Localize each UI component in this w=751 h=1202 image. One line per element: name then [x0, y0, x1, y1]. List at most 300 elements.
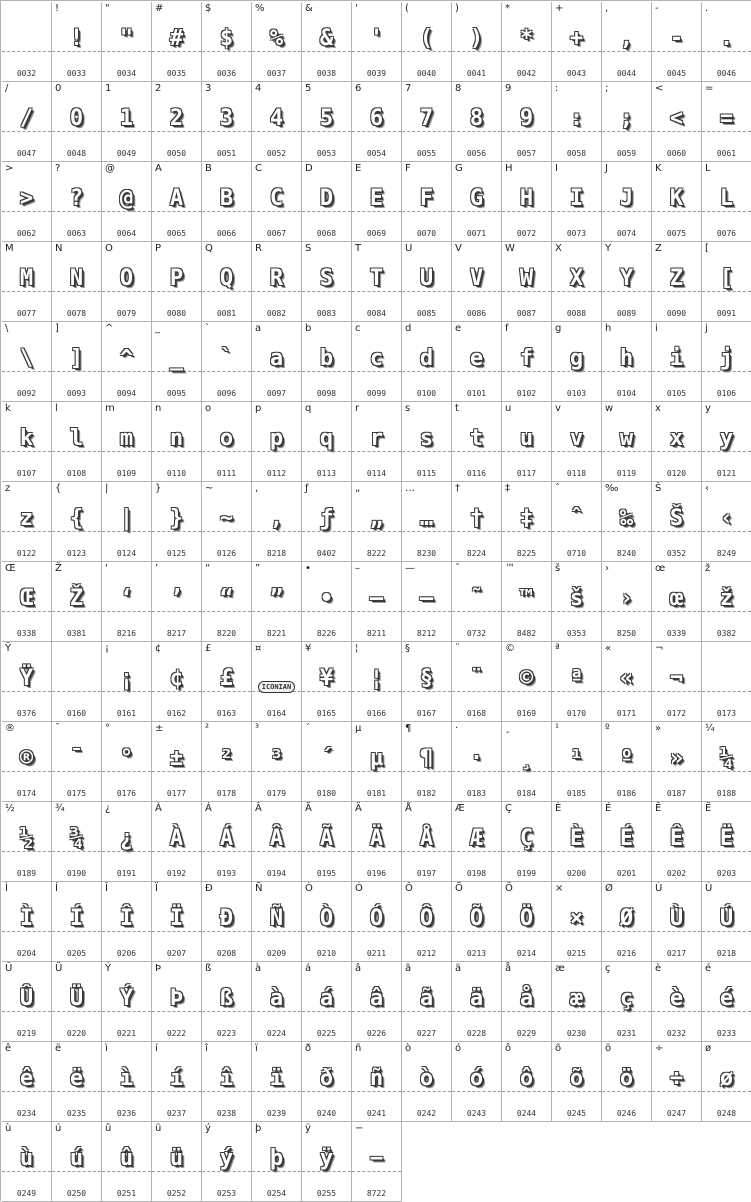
- glyph-cell: [202, 1122, 252, 1202]
- glyph-cell: [652, 242, 702, 322]
- glyph-code-label: 0228: [466, 1029, 487, 1038]
- glyph-code-label: 0105: [666, 389, 687, 398]
- glyph-character-label: è: [655, 963, 662, 974]
- glyph-cell: [502, 2, 552, 82]
- glyph-code-label: 0166: [366, 709, 387, 718]
- glyph-character-label: Ö: [505, 883, 513, 894]
- glyph-code-label: 8225: [516, 549, 537, 558]
- glyph-character-label: Û: [5, 963, 13, 974]
- baseline-guide: [52, 691, 101, 692]
- glyph-character-label: .: [705, 3, 709, 14]
- glyph-cell: [502, 642, 552, 722]
- glyph-preview: ]: [69, 346, 84, 371]
- glyph-cell: [602, 242, 652, 322]
- glyph-character-label: ®: [5, 723, 15, 734]
- glyph-character-label: j: [705, 323, 708, 334]
- glyph-character-label: ‘: [105, 563, 109, 574]
- glyph-code-label: 0164: [266, 709, 287, 718]
- glyph-preview: ™: [519, 586, 534, 611]
- glyph-preview: U: [419, 266, 434, 291]
- glyph-cell: [302, 482, 352, 562]
- glyph-preview: ¡: [119, 666, 134, 691]
- glyph-character-label: „: [355, 483, 361, 494]
- glyph-cell: [602, 322, 652, 402]
- glyph-character-label: ¡: [105, 643, 110, 654]
- glyph-cell: [202, 482, 252, 562]
- glyph-cell: [302, 802, 352, 882]
- glyph-preview: Q: [219, 266, 234, 291]
- glyph-character-label: Ê: [655, 803, 662, 814]
- glyph-preview: \: [19, 346, 34, 371]
- glyph-cell: [102, 322, 152, 402]
- glyph-code-label: 0182: [416, 789, 437, 798]
- glyph-code-label: 8722: [366, 1189, 387, 1198]
- glyph-cell: [452, 2, 502, 82]
- glyph-code-label: 0062: [16, 229, 37, 238]
- glyph-preview: w: [619, 426, 634, 451]
- glyph-preview: ã: [419, 986, 434, 1011]
- glyph-code-label: 0176: [116, 789, 137, 798]
- glyph-character-label: Õ: [455, 883, 463, 894]
- glyph-preview: g: [569, 346, 584, 371]
- glyph-character-label: Ÿ: [5, 643, 12, 654]
- glyph-character-label: ›: [605, 563, 609, 574]
- glyph-preview: ): [469, 26, 484, 51]
- glyph-cell: [202, 642, 252, 722]
- glyph-code-label: 0242: [416, 1109, 437, 1118]
- glyph-character-label: ‡: [505, 483, 510, 494]
- glyph-code-label: 0045: [666, 69, 687, 78]
- glyph-cell: [502, 402, 552, 482]
- glyph-code-label: 0231: [616, 1029, 637, 1038]
- glyph-character-label: Ì: [5, 883, 8, 894]
- glyph-preview: Ú: [719, 906, 734, 931]
- glyph-character-label: z: [5, 483, 11, 494]
- glyph-code-label: 0216: [616, 949, 637, 958]
- glyph-preview: I: [569, 186, 584, 211]
- glyph-cell: [552, 242, 602, 322]
- glyph-code-label: 0178: [216, 789, 237, 798]
- glyph-cell: [302, 82, 352, 162]
- glyph-cell: [152, 2, 202, 82]
- glyph-character-label: Ž: [55, 563, 62, 574]
- glyph-preview: 4: [269, 106, 284, 131]
- glyph-character-label: “: [205, 563, 211, 574]
- glyph-code-label: 0211: [366, 949, 387, 958]
- glyph-preview: s: [419, 426, 434, 451]
- glyph-code-label: 0200: [566, 869, 587, 878]
- glyph-preview: È: [569, 826, 584, 851]
- glyph-cell: [202, 882, 252, 962]
- glyph-code-label: 0243: [466, 1109, 487, 1118]
- glyph-character-label: 5: [305, 83, 312, 94]
- glyph-code-label: 0213: [466, 949, 487, 958]
- glyph-character-label: D: [305, 163, 313, 174]
- glyph-cell: [552, 722, 602, 802]
- glyph-code-label: 0183: [466, 789, 487, 798]
- glyph-character-label: ;: [605, 83, 609, 94]
- glyph-character-label: ²: [205, 723, 210, 734]
- glyph-character-label: }: [155, 483, 162, 494]
- glyph-code-label: 0225: [316, 1029, 337, 1038]
- glyph-cell: [202, 242, 252, 322]
- glyph-cell: [102, 562, 152, 642]
- glyph-character-label: ç: [605, 963, 611, 974]
- glyph-preview: Ø: [619, 906, 634, 931]
- glyph-preview: Š: [669, 506, 684, 531]
- glyph-cell: [102, 2, 152, 82]
- glyph-code-label: 0064: [116, 229, 137, 238]
- glyph-code-label: 0248: [716, 1109, 737, 1118]
- glyph-code-label: 0184: [516, 789, 537, 798]
- glyph-code-label: 0101: [466, 389, 487, 398]
- glyph-preview: –: [369, 586, 384, 611]
- glyph-code-label: 0234: [16, 1109, 37, 1118]
- glyph-code-label: 0049: [116, 149, 137, 158]
- glyph-preview: Ä: [369, 826, 384, 851]
- glyph-character-label: w: [605, 403, 614, 414]
- glyph-code-label: 0115: [416, 469, 437, 478]
- glyph-preview: î: [219, 1066, 234, 1091]
- glyph-preview: Ñ: [269, 906, 284, 931]
- glyph-cell: [302, 962, 352, 1042]
- glyph-character-label: ): [455, 3, 459, 14]
- glyph-character-label: r: [355, 403, 360, 414]
- glyph-character-label: Q: [205, 243, 213, 254]
- glyph-cell: [202, 82, 252, 162]
- glyph-preview: h: [619, 346, 634, 371]
- glyph-code-label: 0069: [366, 229, 387, 238]
- glyph-character-label: G: [455, 163, 463, 174]
- glyph-cell: [302, 722, 352, 802]
- glyph-character-label: ¹: [555, 723, 560, 734]
- glyph-cell: [602, 882, 652, 962]
- glyph-cell: [252, 82, 302, 162]
- glyph-code-label: 0090: [666, 309, 687, 318]
- glyph-character-label: ¨: [455, 643, 460, 654]
- glyph-code-label: 0078: [66, 309, 87, 318]
- glyph-preview: j: [719, 346, 734, 371]
- glyph-cell: [52, 642, 102, 722]
- glyph-code-label: 0047: [16, 149, 37, 158]
- glyph-code-label: 0250: [66, 1189, 87, 1198]
- glyph-cell: [102, 1042, 152, 1122]
- glyph-code-label: 0338: [16, 629, 37, 638]
- glyph-cell: [2, 882, 52, 962]
- glyph-cell: [302, 642, 352, 722]
- glyph-character-label: N: [55, 243, 63, 254]
- glyph-code-label: 0081: [216, 309, 237, 318]
- glyph-cell: [102, 482, 152, 562]
- glyph-code-label: 8221: [266, 629, 287, 638]
- glyph-code-label: 0201: [616, 869, 637, 878]
- glyph-preview: š: [569, 586, 584, 611]
- glyph-cell: [252, 402, 302, 482]
- glyph-code-label: 0193: [216, 869, 237, 878]
- glyph-preview: ›: [619, 586, 634, 611]
- glyph-cell: [352, 162, 402, 242]
- glyph-code-label: 0177: [166, 789, 187, 798]
- glyph-preview: 0: [69, 106, 84, 131]
- glyph-character-label: ©: [505, 643, 515, 654]
- glyph-cell: [402, 242, 452, 322]
- glyph-character-label: î: [205, 1043, 208, 1054]
- glyph-code-label: 0218: [716, 949, 737, 958]
- glyph-cell: [702, 162, 751, 242]
- glyph-character-label: Š: [655, 483, 662, 494]
- glyph-cell: [302, 402, 352, 482]
- glyph-code-label: 8216: [116, 629, 137, 638]
- glyph-code-label: 0192: [166, 869, 187, 878]
- glyph-character-label: \: [5, 323, 9, 334]
- glyph-preview: Ð: [219, 906, 234, 931]
- glyph-cell: [2, 802, 52, 882]
- glyph-code-label: 0185: [566, 789, 587, 798]
- glyph-code-label: 0056: [466, 149, 487, 158]
- glyph-character-label: Ü: [55, 963, 63, 974]
- glyph-code-label: 0162: [166, 709, 187, 718]
- glyph-character-label: x: [655, 403, 661, 414]
- glyph-preview: ‹: [719, 506, 734, 531]
- glyph-code-label: 8217: [166, 629, 187, 638]
- glyph-cell: [602, 2, 652, 82]
- glyph-character-label: ù: [5, 1123, 12, 1134]
- glyph-preview: µ: [369, 746, 384, 771]
- glyph-code-label: 0214: [516, 949, 537, 958]
- glyph-code-label: 0086: [466, 309, 487, 318]
- glyph-code-label: 0108: [66, 469, 87, 478]
- glyph-preview: C: [269, 186, 284, 211]
- glyph-preview: e: [469, 346, 484, 371]
- glyph-cell: [202, 322, 252, 402]
- glyph-code-label: 0402: [316, 549, 337, 558]
- glyph-character-label: #: [155, 3, 164, 14]
- glyph-cell: [302, 882, 352, 962]
- glyph-cell: [452, 482, 502, 562]
- glyph-cell: [652, 1042, 702, 1122]
- glyph-cell: [502, 242, 552, 322]
- glyph-preview: ü: [169, 1146, 184, 1171]
- glyph-character-label: X: [555, 243, 562, 254]
- glyph-character-label: 1: [105, 83, 112, 94]
- glyph-preview: .: [719, 26, 734, 51]
- glyph-preview: `: [219, 346, 234, 371]
- glyph-code-label: 0063: [66, 229, 87, 238]
- glyph-code-label: 0121: [716, 469, 737, 478]
- glyph-character-label: –: [355, 563, 360, 574]
- glyph-preview: Ê: [669, 826, 684, 851]
- glyph-cell: [52, 402, 102, 482]
- glyph-preview: …: [419, 506, 434, 531]
- glyph-code-label: 0035: [166, 69, 187, 78]
- glyph-character-label: U: [405, 243, 413, 254]
- glyph-code-label: 0168: [466, 709, 487, 718]
- glyph-code-label: 0079: [116, 309, 137, 318]
- glyph-cell: [2, 82, 52, 162]
- glyph-preview: Ï: [169, 906, 184, 931]
- glyph-cell: [502, 1042, 552, 1122]
- glyph-preview: »: [669, 746, 684, 771]
- glyph-character-label: q: [305, 403, 312, 414]
- glyph-character-label: þ: [255, 1123, 262, 1134]
- glyph-cell: [552, 802, 602, 882]
- glyph-preview: Œ: [19, 586, 34, 611]
- glyph-code-label: 0042: [516, 69, 537, 78]
- glyph-character-label: õ: [555, 1043, 562, 1054]
- glyph-code-label: 0194: [266, 869, 287, 878]
- glyph-code-label: 0122: [16, 549, 37, 558]
- glyph-character-label: *: [505, 3, 510, 14]
- glyph-preview: W: [519, 266, 534, 291]
- glyph-character-label: ä: [455, 963, 462, 974]
- glyph-character-label: Ø: [605, 883, 613, 894]
- glyph-preview: ¬: [669, 666, 684, 691]
- glyph-cell: [602, 482, 652, 562]
- glyph-character-label: Ú: [705, 883, 713, 894]
- glyph-cell: [2, 242, 52, 322]
- glyph-preview: æ: [569, 986, 584, 1011]
- glyph-code-label: 0240: [316, 1109, 337, 1118]
- glyph-preview: X: [569, 266, 584, 291]
- glyph-code-label: 0171: [616, 709, 637, 718]
- glyph-code-label: 0252: [166, 1189, 187, 1198]
- glyph-preview: Ã: [319, 826, 334, 851]
- glyph-preview: Ü: [69, 986, 84, 1011]
- glyph-character-label: Ù: [655, 883, 663, 894]
- glyph-preview: #: [169, 26, 184, 51]
- glyph-character-label: ': [355, 3, 358, 14]
- glyph-character-label: ñ: [355, 1043, 362, 1054]
- glyph-code-label: 8226: [316, 629, 337, 638]
- glyph-preview: }: [169, 506, 184, 531]
- glyph-preview: ‘: [119, 586, 134, 611]
- glyph-character-label: û: [105, 1123, 112, 1134]
- glyph-preview: A: [169, 186, 184, 211]
- glyph-character-label: «: [605, 643, 612, 654]
- glyph-code-label: 0054: [366, 149, 387, 158]
- glyph-code-label: 0094: [116, 389, 137, 398]
- glyph-preview: ½: [19, 826, 34, 851]
- glyph-cell: [202, 402, 252, 482]
- glyph-code-label: 0236: [116, 1109, 137, 1118]
- glyph-cell: [252, 1042, 302, 1122]
- glyph-character-label: /: [5, 83, 9, 94]
- glyph-cell: [252, 482, 302, 562]
- glyph-preview: ÿ: [319, 1146, 334, 1171]
- glyph-character-label: f: [505, 323, 509, 334]
- glyph-character-label: e: [455, 323, 462, 334]
- glyph-code-label: 0082: [266, 309, 287, 318]
- glyph-cell: [352, 82, 402, 162]
- glyph-cell: [2, 962, 52, 1042]
- glyph-code-label: 0113: [316, 469, 337, 478]
- glyph-code-label: 0102: [516, 389, 537, 398]
- glyph-character-label: p: [255, 403, 262, 414]
- glyph-preview: u: [519, 426, 534, 451]
- glyph-character-label: ‹: [705, 483, 709, 494]
- glyph-character-label: ½: [5, 803, 15, 814]
- glyph-code-label: 0174: [16, 789, 37, 798]
- glyph-character-label: P: [155, 243, 162, 254]
- glyph-cell: [452, 802, 502, 882]
- glyph-character-label: Å: [405, 803, 412, 814]
- glyph-preview: E: [369, 186, 384, 211]
- glyph-character-label: ž: [705, 563, 711, 574]
- glyph-code-label: 0080: [166, 309, 187, 318]
- glyph-cell: [652, 962, 702, 1042]
- glyph-cell: [152, 962, 202, 1042]
- glyph-character-label: ¾: [55, 803, 65, 814]
- glyph-code-label: 0172: [666, 709, 687, 718]
- glyph-character-label: t: [455, 403, 459, 414]
- glyph-preview: é: [719, 986, 734, 1011]
- glyph-cell: [352, 962, 402, 1042]
- glyph-preview: •: [319, 586, 334, 611]
- glyph-cell: [452, 242, 502, 322]
- glyph-code-label: 0229: [516, 1029, 537, 1038]
- glyph-cell: [502, 882, 552, 962]
- glyph-character-label: h: [605, 323, 612, 334]
- glyph-character-label: o: [205, 403, 212, 414]
- glyph-code-label: 0175: [66, 789, 87, 798]
- glyph-code-label: 0085: [416, 309, 437, 318]
- glyph-character-label: Á: [205, 803, 212, 814]
- glyph-preview: *: [519, 26, 534, 51]
- glyph-code-label: 0092: [16, 389, 37, 398]
- glyph-character-label: C: [255, 163, 262, 174]
- glyph-cell: [602, 162, 652, 242]
- glyph-character-label: ¬: [655, 643, 664, 654]
- glyph-code-label: 0126: [216, 549, 237, 558]
- glyph-character-label: Ð: [205, 883, 213, 894]
- glyph-character-label: Ý: [105, 963, 112, 974]
- glyph-cell: [652, 82, 702, 162]
- glyph-character-label: …: [405, 483, 415, 494]
- glyph-preview: ý: [219, 1146, 234, 1171]
- glyph-code-label: 0732: [466, 629, 487, 638]
- glyph-character-label: |: [105, 483, 109, 494]
- glyph-cell: [702, 1042, 751, 1122]
- glyph-cell: [402, 882, 452, 962]
- glyph-preview: ²: [219, 746, 234, 771]
- glyph-cell: [702, 802, 751, 882]
- glyph-preview: ê: [19, 1066, 34, 1091]
- glyph-code-label: 0032: [16, 69, 37, 78]
- glyph-cell: [352, 242, 402, 322]
- glyph-cell: [52, 1122, 102, 1202]
- glyph-cell: [2, 1042, 52, 1122]
- glyph-code-label: 8482: [516, 629, 537, 638]
- glyph-code-label: 0161: [116, 709, 137, 718]
- glyph-cell: [502, 82, 552, 162]
- glyph-preview: Ÿ: [19, 666, 34, 691]
- glyph-cell: [52, 1042, 102, 1122]
- glyph-code-label: 0169: [516, 709, 537, 718]
- glyph-preview: H: [519, 186, 534, 211]
- glyph-character-label: é: [705, 963, 712, 974]
- glyph-preview: d: [419, 346, 434, 371]
- glyph-code-label: 0339: [666, 629, 687, 638]
- glyph-cell: [552, 2, 602, 82]
- glyph-preview: @: [119, 186, 134, 211]
- glyph-character-label: d: [405, 323, 412, 334]
- glyph-cell: [252, 2, 302, 82]
- glyph-preview: 5: [319, 106, 334, 131]
- glyph-code-label: 0095: [166, 389, 187, 398]
- glyph-preview: r: [369, 426, 384, 451]
- glyph-preview: <: [669, 106, 684, 131]
- glyph-code-label: 0381: [66, 629, 87, 638]
